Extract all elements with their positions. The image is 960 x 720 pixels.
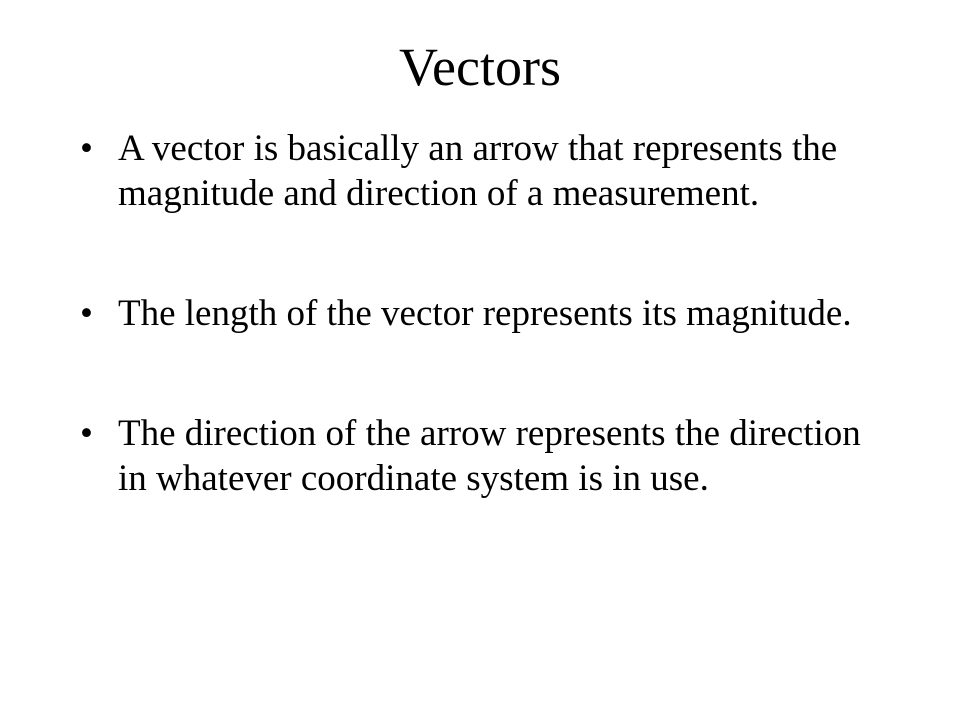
- bullet-item: [80, 411, 880, 501]
- bullet-text: The length of the vector represents its magnitude.: [118, 293, 852, 334]
- bullet-list: [80, 126, 880, 501]
- slide-title: Vectors: [399, 37, 561, 97]
- bullet-dot-icon: •: [80, 293, 93, 334]
- bullet-text: A vector is basically an arrow that represents the magnitude and direction of a measurement.: [118, 128, 838, 214]
- bullet-dot-icon: •: [80, 128, 93, 169]
- bullet-item: [80, 291, 880, 336]
- bullet-dot-icon: •: [80, 413, 93, 454]
- bullet-text: The direction of the arrow represents the direction in whatever coordinate system is in use.: [118, 413, 861, 499]
- bullet-item: [80, 126, 880, 216]
